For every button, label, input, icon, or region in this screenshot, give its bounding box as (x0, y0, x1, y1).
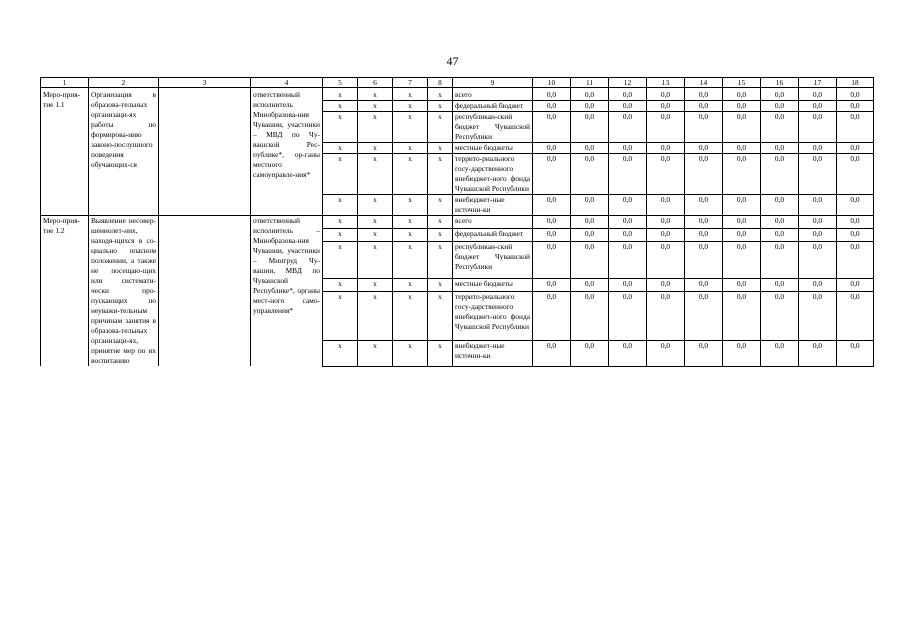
column-number: 15 (723, 78, 761, 88)
activity-label: Меро-прия-тие 1.2 (41, 216, 89, 367)
mark-cell: х (323, 292, 358, 341)
value-cell: 0,0 (723, 292, 761, 341)
value-cell: 0,0 (685, 112, 723, 143)
mark-cell: х (323, 279, 358, 292)
value-cell: 0,0 (685, 279, 723, 292)
mark-cell: х (428, 112, 453, 143)
mark-cell: х (393, 112, 428, 143)
value-cell: 0,0 (571, 101, 609, 112)
value-cell: 0,0 (837, 101, 874, 112)
value-cell: 0,0 (533, 195, 571, 216)
value-cell: 0,0 (571, 154, 609, 195)
value-cell: 0,0 (647, 143, 685, 154)
mark-cell: х (358, 90, 393, 101)
value-cell: 0,0 (571, 292, 609, 341)
value-cell: 0,0 (647, 242, 685, 279)
value-cell: 0,0 (799, 154, 837, 195)
mark-cell: х (393, 292, 428, 341)
mark-cell: х (323, 154, 358, 195)
mark-cell: х (323, 341, 358, 366)
mark-cell: х (358, 154, 393, 195)
value-cell: 0,0 (647, 90, 685, 101)
value-cell: 0,0 (837, 90, 874, 101)
value-cell: 0,0 (837, 242, 874, 279)
mark-cell: х (323, 195, 358, 216)
value-cell: 0,0 (647, 229, 685, 242)
mark-cell: х (393, 143, 428, 154)
mark-cell: х (428, 195, 453, 216)
value-cell: 0,0 (837, 292, 874, 341)
value-cell: 0,0 (685, 143, 723, 154)
mark-cell: х (393, 216, 428, 229)
value-cell: 0,0 (837, 341, 874, 366)
value-cell: 0,0 (533, 101, 571, 112)
funding-table (40, 77, 874, 367)
value-cell: 0,0 (647, 216, 685, 229)
value-cell: 0,0 (609, 341, 647, 366)
funding-source: террито-риального госу-дарственного внебюджет-ного фонда Чувашской Республики (453, 292, 533, 341)
mark-cell: х (323, 143, 358, 154)
mark-cell: х (323, 101, 358, 112)
value-cell: 0,0 (761, 242, 799, 279)
activity-label: Меро-прия-тие 1.1 (41, 90, 89, 216)
value-cell: 0,0 (761, 143, 799, 154)
value-cell: 0,0 (761, 292, 799, 341)
mark-cell: х (393, 195, 428, 216)
value-cell: 0,0 (723, 279, 761, 292)
value-cell: 0,0 (533, 90, 571, 101)
mark-cell: х (428, 279, 453, 292)
funding-source: внебюджет-ные источни-ки (453, 341, 533, 366)
value-cell: 0,0 (837, 195, 874, 216)
value-cell: 0,0 (761, 101, 799, 112)
value-cell: 0,0 (571, 341, 609, 366)
value-cell: 0,0 (723, 143, 761, 154)
mark-cell: х (358, 292, 393, 341)
value-cell: 0,0 (799, 195, 837, 216)
value-cell: 0,0 (761, 112, 799, 143)
value-cell: 0,0 (609, 279, 647, 292)
table-body (41, 78, 874, 367)
value-cell: 0,0 (799, 229, 837, 242)
value-cell: 0,0 (647, 341, 685, 366)
mark-cell: х (393, 229, 428, 242)
value-cell: 0,0 (647, 279, 685, 292)
column-number: 8 (428, 78, 453, 88)
value-cell: 0,0 (761, 90, 799, 101)
column-number: 3 (159, 78, 251, 88)
value-cell: 0,0 (685, 292, 723, 341)
activity-executors: ответственный исполнитель Минобразова-ния Чувашии, участники – МВД по Чу-вашской Рес-публике*, ор-ганы местного самоуправле-ния* (251, 90, 323, 216)
column-number: 2 (89, 78, 159, 88)
column-number: 18 (837, 78, 874, 88)
mark-cell: х (358, 143, 393, 154)
value-cell: 0,0 (723, 195, 761, 216)
value-cell: 0,0 (837, 154, 874, 195)
mark-cell: х (428, 242, 453, 279)
value-cell: 0,0 (761, 279, 799, 292)
value-cell: 0,0 (533, 279, 571, 292)
column-number: 17 (799, 78, 837, 88)
mark-cell: х (428, 154, 453, 195)
value-cell: 0,0 (685, 195, 723, 216)
mark-cell: х (428, 101, 453, 112)
value-cell: 0,0 (799, 279, 837, 292)
funding-source: внебюджет-ные источни-ки (453, 195, 533, 216)
mark-cell: х (428, 229, 453, 242)
mark-cell: х (358, 242, 393, 279)
value-cell: 0,0 (571, 112, 609, 143)
mark-cell: х (428, 90, 453, 101)
column-number: 14 (685, 78, 723, 88)
column-number: 11 (571, 78, 609, 88)
funding-source: федеральный бюджет (453, 229, 533, 242)
value-cell: 0,0 (571, 90, 609, 101)
empty-cell (159, 90, 251, 216)
value-cell: 0,0 (609, 242, 647, 279)
value-cell: 0,0 (723, 90, 761, 101)
funding-source: федеральный бюджет (453, 101, 533, 112)
value-cell: 0,0 (571, 242, 609, 279)
activity-description: Выявление несовер-шеннолет-них, находя-щихся в со-циально опасном положении, а также не посещаю-щих или системати-чески про-пускающих по неуважи-тельным причинам занятия в образова-тельных организаци-ях, принятие мер по их воспитанию (89, 216, 159, 367)
mark-cell: х (323, 229, 358, 242)
mark-cell: х (358, 112, 393, 143)
value-cell: 0,0 (799, 242, 837, 279)
column-number: 12 (609, 78, 647, 88)
value-cell: 0,0 (837, 112, 874, 143)
value-cell: 0,0 (685, 90, 723, 101)
column-number: 6 (358, 78, 393, 88)
value-cell: 0,0 (723, 154, 761, 195)
table-row (41, 90, 874, 101)
mark-cell: х (323, 90, 358, 101)
value-cell: 0,0 (761, 229, 799, 242)
column-number: 5 (323, 78, 358, 88)
mark-cell: х (393, 101, 428, 112)
value-cell: 0,0 (685, 154, 723, 195)
value-cell: 0,0 (799, 341, 837, 366)
mark-cell: х (393, 279, 428, 292)
value-cell: 0,0 (723, 229, 761, 242)
column-number: 1 (41, 78, 89, 88)
value-cell: 0,0 (609, 216, 647, 229)
value-cell: 0,0 (609, 112, 647, 143)
value-cell: 0,0 (647, 292, 685, 341)
column-number-row (41, 78, 874, 88)
value-cell: 0,0 (609, 154, 647, 195)
value-cell: 0,0 (571, 195, 609, 216)
page-number: 47 (446, 54, 459, 68)
value-cell: 0,0 (533, 242, 571, 279)
value-cell: 0,0 (799, 112, 837, 143)
activity-executors: ответственный исполнитель – Минобразова-ния Чувашии, участники – Минтруд Чу-вашии, МВД по Чувашской Республике*, органы мест-ного само-управления* (251, 216, 323, 367)
mark-cell: х (428, 216, 453, 229)
value-cell: 0,0 (609, 195, 647, 216)
column-number: 4 (251, 78, 323, 88)
value-cell: 0,0 (837, 279, 874, 292)
value-cell: 0,0 (609, 90, 647, 101)
mark-cell: х (323, 112, 358, 143)
value-cell: 0,0 (609, 143, 647, 154)
value-cell: 0,0 (837, 216, 874, 229)
mark-cell: х (323, 216, 358, 229)
funding-source: республикан-ский бюджет Чувашской Республики (453, 112, 533, 143)
value-cell: 0,0 (609, 101, 647, 112)
column-number: 7 (393, 78, 428, 88)
value-cell: 0,0 (761, 341, 799, 366)
value-cell: 0,0 (799, 216, 837, 229)
value-cell: 0,0 (647, 101, 685, 112)
funding-source: террито-риального госу-дарственного внебюджет-ного фонда Чувашской Республики (453, 154, 533, 195)
value-cell: 0,0 (647, 154, 685, 195)
mark-cell: х (428, 143, 453, 154)
value-cell: 0,0 (723, 101, 761, 112)
value-cell: 0,0 (571, 143, 609, 154)
mark-cell: х (428, 341, 453, 366)
column-number: 16 (761, 78, 799, 88)
value-cell: 0,0 (647, 112, 685, 143)
funding-source: местные бюджеты (453, 143, 533, 154)
funding-source: всего (453, 90, 533, 101)
funding-source: республикан-ский бюджет Чувашской Республики (453, 242, 533, 279)
value-cell: 0,0 (571, 279, 609, 292)
funding-source: всего (453, 216, 533, 229)
mark-cell: х (393, 90, 428, 101)
mark-cell: х (358, 279, 393, 292)
value-cell: 0,0 (609, 292, 647, 341)
value-cell: 0,0 (723, 216, 761, 229)
value-cell: 0,0 (799, 143, 837, 154)
value-cell: 0,0 (723, 242, 761, 279)
value-cell: 0,0 (647, 195, 685, 216)
table-row (41, 216, 874, 229)
value-cell: 0,0 (685, 229, 723, 242)
column-number: 9 (453, 78, 533, 88)
empty-cell (159, 216, 251, 367)
mark-cell: х (358, 216, 393, 229)
value-cell: 0,0 (761, 195, 799, 216)
value-cell: 0,0 (761, 154, 799, 195)
mark-cell: х (358, 229, 393, 242)
value-cell: 0,0 (533, 229, 571, 242)
value-cell: 0,0 (571, 229, 609, 242)
value-cell: 0,0 (533, 341, 571, 366)
value-cell: 0,0 (609, 229, 647, 242)
mark-cell: х (393, 341, 428, 366)
value-cell: 0,0 (799, 90, 837, 101)
value-cell: 0,0 (723, 112, 761, 143)
value-cell: 0,0 (533, 216, 571, 229)
activity-description: Организация в образова-тельных организаци-ях работы по формирова-нию законо-послушного поведения обучающих-ся (89, 90, 159, 216)
mark-cell: х (358, 341, 393, 366)
column-number: 10 (533, 78, 571, 88)
value-cell: 0,0 (799, 292, 837, 341)
value-cell: 0,0 (533, 143, 571, 154)
column-number: 13 (647, 78, 685, 88)
mark-cell: х (323, 242, 358, 279)
value-cell: 0,0 (533, 154, 571, 195)
mark-cell: х (358, 195, 393, 216)
value-cell: 0,0 (533, 112, 571, 143)
value-cell: 0,0 (571, 216, 609, 229)
value-cell: 0,0 (837, 143, 874, 154)
value-cell: 0,0 (533, 292, 571, 341)
value-cell: 0,0 (837, 229, 874, 242)
value-cell: 0,0 (685, 242, 723, 279)
mark-cell: х (393, 242, 428, 279)
mark-cell: х (428, 292, 453, 341)
value-cell: 0,0 (685, 341, 723, 366)
mark-cell: х (358, 101, 393, 112)
funding-source: местные бюджеты (453, 279, 533, 292)
value-cell: 0,0 (761, 216, 799, 229)
value-cell: 0,0 (685, 216, 723, 229)
value-cell: 0,0 (799, 101, 837, 112)
value-cell: 0,0 (685, 101, 723, 112)
mark-cell: х (393, 154, 428, 195)
value-cell: 0,0 (723, 341, 761, 366)
